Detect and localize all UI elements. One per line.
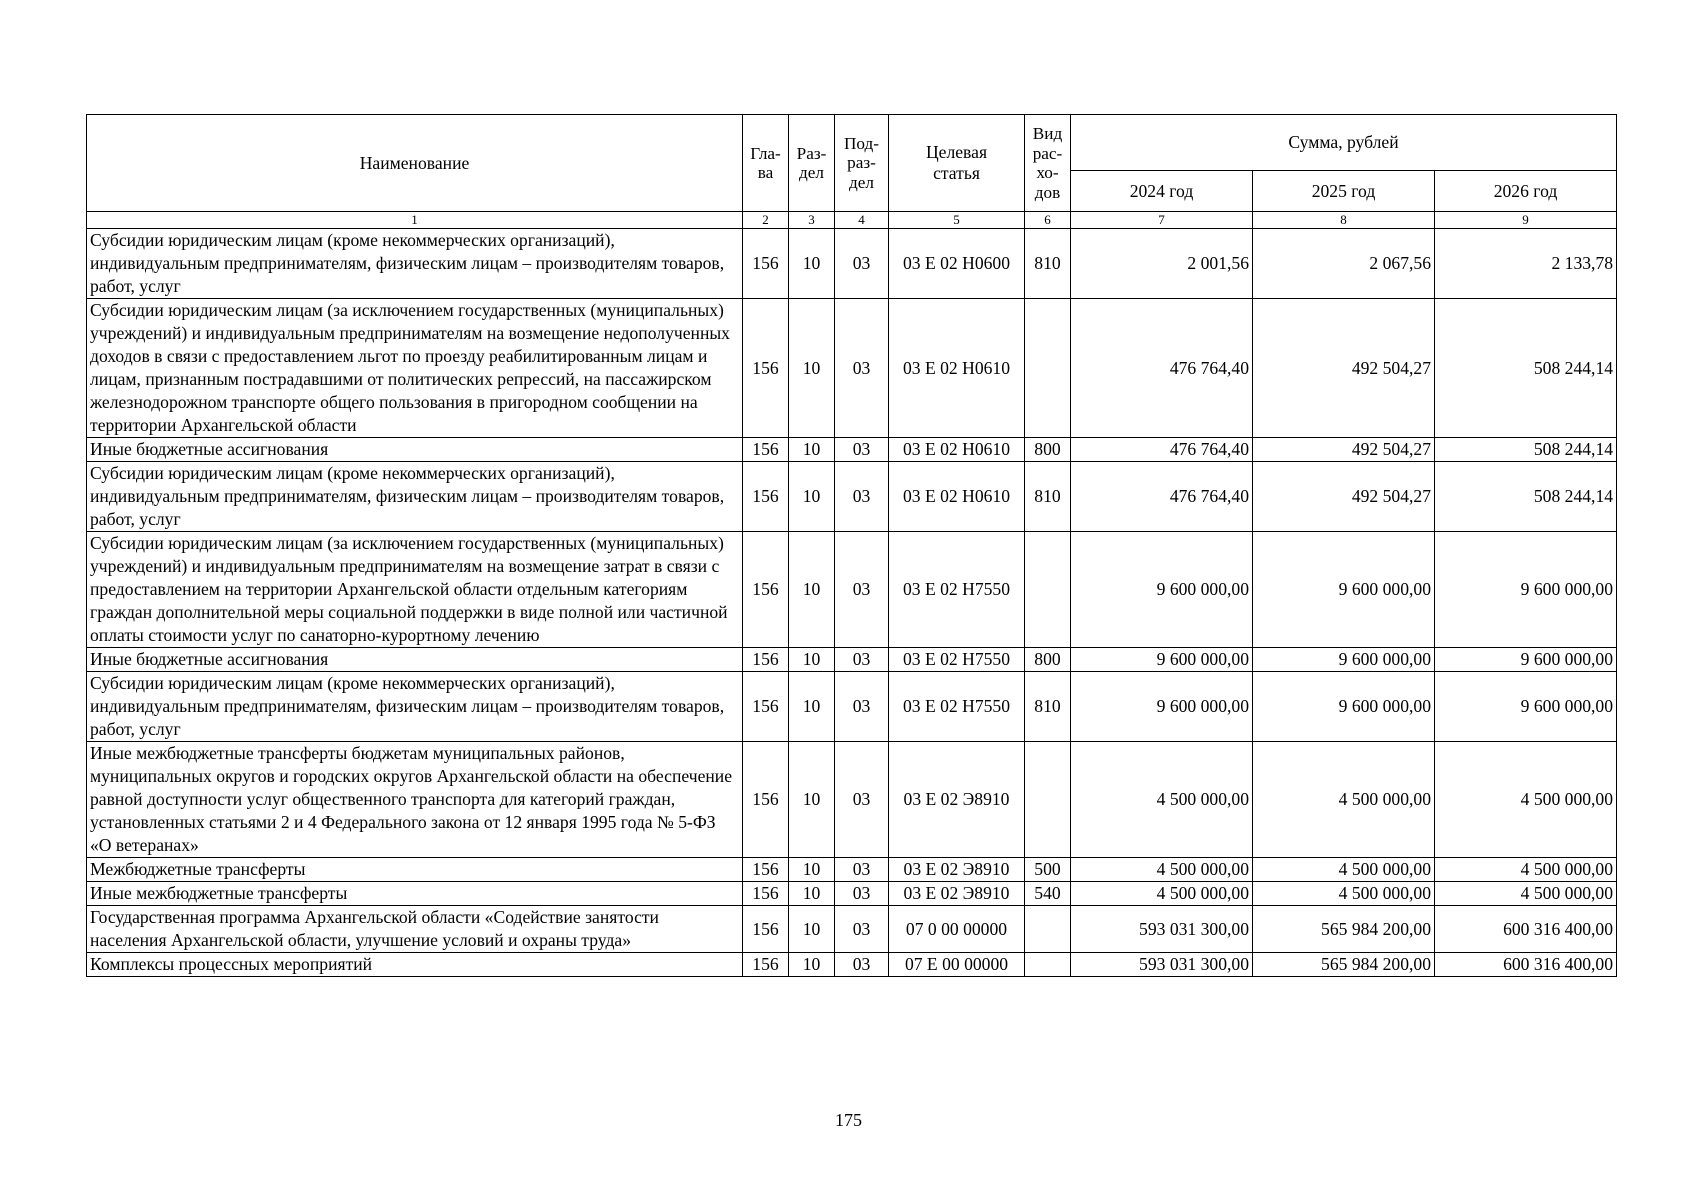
row-name: Иные межбюджетные трансферты [87,882,743,906]
header-2024: 2024 год [1071,171,1253,212]
row-sum-2025: 4 500 000,00 [1253,858,1435,882]
row-sum-2025: 9 600 000,00 [1253,532,1435,648]
row-glava: 156 [743,438,789,462]
col-num: 6 [1025,212,1071,229]
row-sum-2025: 492 504,27 [1253,438,1435,462]
row-razdel: 10 [789,532,835,648]
row-sum-2024: 4 500 000,00 [1071,882,1253,906]
row-sum-2026: 600 316 400,00 [1435,953,1617,977]
row-celevaya-statya: 07 0 00 00000 [889,906,1025,953]
row-vid-rashodov [1025,532,1071,648]
header-glava: Гла- ва [743,115,789,212]
row-sum-2024: 476 764,40 [1071,438,1253,462]
table-row [87,953,1617,977]
row-razdel: 10 [789,672,835,742]
col-num: 5 [889,212,1025,229]
row-celevaya-statya: 03 Е 02 Н7550 [889,532,1025,648]
col-num: 3 [789,212,835,229]
row-name: Иные бюджетные ассигнования [87,648,743,672]
row-sum-2024: 476 764,40 [1071,299,1253,438]
row-name: Межбюджетные трансферты [87,858,743,882]
row-sum-2024: 9 600 000,00 [1071,672,1253,742]
row-vid-rashodov: 810 [1025,672,1071,742]
row-vid-rashodov: 500 [1025,858,1071,882]
col-num: 1 [87,212,743,229]
header-celevaya: Целевая статья [889,115,1025,212]
row-glava: 156 [743,299,789,438]
row-podrazdel: 03 [835,672,889,742]
row-celevaya-statya: 03 Е 02 Н0600 [889,229,1025,299]
row-sum-2024: 593 031 300,00 [1071,906,1253,953]
row-razdel: 10 [789,648,835,672]
row-sum-2024: 2 001,56 [1071,229,1253,299]
row-sum-2026: 4 500 000,00 [1435,882,1617,906]
row-glava: 156 [743,229,789,299]
table-row [87,742,1617,858]
table-row [87,462,1617,532]
table-row [87,648,1617,672]
header-2026: 2026 год [1435,171,1617,212]
row-podrazdel: 03 [835,882,889,906]
row-vid-rashodov: 800 [1025,648,1071,672]
row-celevaya-statya: 03 Е 02 Н0610 [889,299,1025,438]
column-number-row [87,212,1617,229]
row-podrazdel: 03 [835,858,889,882]
row-celevaya-statya: 03 Е 02 Э8910 [889,742,1025,858]
col-num: 8 [1253,212,1435,229]
row-podrazdel: 03 [835,299,889,438]
row-podrazdel: 03 [835,648,889,672]
row-sum-2025: 492 504,27 [1253,462,1435,532]
table-row [87,858,1617,882]
row-sum-2025: 492 504,27 [1253,299,1435,438]
table-row [87,299,1617,438]
row-celevaya-statya: 03 Е 02 Н7550 [889,672,1025,742]
row-sum-2026: 4 500 000,00 [1435,858,1617,882]
row-podrazdel: 03 [835,229,889,299]
row-sum-2026: 4 500 000,00 [1435,742,1617,858]
row-sum-2024: 9 600 000,00 [1071,648,1253,672]
row-razdel: 10 [789,953,835,977]
row-sum-2026: 508 244,14 [1435,462,1617,532]
row-name: Государственная программа Архангельской области «Содействие занятости населения Архангельской области, улучшение условий и охраны труда» [87,906,743,953]
table-row [87,672,1617,742]
row-podrazdel: 03 [835,438,889,462]
row-sum-2025: 9 600 000,00 [1253,648,1435,672]
row-name: Иные межбюджетные трансферты бюджетам муниципальных районов, муниципальных округов и городских округов Архангельской области на обеспечение равной доступности услуг общественного транспорта для категорий граждан, установленных статьями 2 и 4 Федерального закона от 12 января 1995 года № 5-ФЗ «О ветеранах» [87,742,743,858]
header-2025: 2025 год [1253,171,1435,212]
row-sum-2026: 508 244,14 [1435,438,1617,462]
row-sum-2024: 476 764,40 [1071,462,1253,532]
row-sum-2026: 9 600 000,00 [1435,672,1617,742]
row-vid-rashodov: 810 [1025,462,1071,532]
row-razdel: 10 [789,229,835,299]
col-num: 9 [1435,212,1617,229]
table-row [87,882,1617,906]
row-sum-2026: 2 133,78 [1435,229,1617,299]
row-glava: 156 [743,648,789,672]
row-glava: 156 [743,532,789,648]
row-vid-rashodov [1025,299,1071,438]
row-podrazdel: 03 [835,532,889,648]
row-razdel: 10 [789,299,835,438]
row-sum-2025: 4 500 000,00 [1253,882,1435,906]
row-celevaya-statya: 03 Е 02 Э8910 [889,858,1025,882]
table-row [87,906,1617,953]
col-num: 7 [1071,212,1253,229]
row-sum-2025: 2 067,56 [1253,229,1435,299]
row-razdel: 10 [789,882,835,906]
header-name: Наименование [87,115,743,212]
row-vid-rashodov [1025,906,1071,953]
row-glava: 156 [743,462,789,532]
row-razdel: 10 [789,438,835,462]
row-name: Субсидии юридическим лицам (кроме некоммерческих организаций), индивидуальным предпринимателям, физическим лицам – производителям товаров, работ, услуг [87,672,743,742]
row-sum-2026: 600 316 400,00 [1435,906,1617,953]
row-sum-2026: 508 244,14 [1435,299,1617,438]
row-podrazdel: 03 [835,462,889,532]
row-podrazdel: 03 [835,742,889,858]
header-podrazdel: Под- раз- дел [835,115,889,212]
row-sum-2025: 565 984 200,00 [1253,953,1435,977]
row-glava: 156 [743,858,789,882]
row-celevaya-statya: 03 Е 02 Н0610 [889,438,1025,462]
row-vid-rashodov [1025,953,1071,977]
row-name: Субсидии юридическим лицам (за исключением государственных (муниципальных) учреждений) и индивидуальным предпринимателям на возмещение недополученных доходов в связи с предоставлением льгот по проезду реабилитированным лицам и лицам, признанным пострадавшими от политических репрессий, на пассажирском железнодорожном транспорте общего пользования в пригородном сообщении на территории Архангельской области [87,299,743,438]
row-sum-2024: 4 500 000,00 [1071,742,1253,858]
row-razdel: 10 [789,906,835,953]
row-sum-2024: 593 031 300,00 [1071,953,1253,977]
table-row [87,229,1617,299]
row-sum-2026: 9 600 000,00 [1435,648,1617,672]
row-vid-rashodov [1025,742,1071,858]
page-number: 175 [835,1110,862,1130]
row-sum-2025: 9 600 000,00 [1253,672,1435,742]
row-vid-rashodov: 810 [1025,229,1071,299]
table-body [87,229,1617,977]
row-glava: 156 [743,882,789,906]
row-name: Субсидии юридическим лицам (кроме некоммерческих организаций), индивидуальным предпринимателям, физическим лицам – производителям товаров, работ, услуг [87,229,743,299]
table-row [87,438,1617,462]
row-celevaya-statya: 03 Е 02 Э8910 [889,882,1025,906]
header-vid: Вид рас- хо- дов [1025,115,1071,212]
row-podrazdel: 03 [835,906,889,953]
row-sum-2024: 9 600 000,00 [1071,532,1253,648]
row-name: Субсидии юридическим лицам (за исключением государственных (муниципальных) учреждений) и индивидуальным предпринимателям на возмещение затрат в связи с предоставлением на территории Архангельской области отдельным категориям граждан дополнительной меры социальной поддержки в виде полной или частичной оплаты стоимости услуг по санаторно-курортному лечению [87,532,743,648]
row-sum-2024: 4 500 000,00 [1071,858,1253,882]
row-glava: 156 [743,953,789,977]
row-name: Иные бюджетные ассигнования [87,438,743,462]
header-summa: Сумма, рублей [1071,115,1617,171]
row-name: Комплексы процессных мероприятий [87,953,743,977]
table-row [87,532,1617,648]
row-glava: 156 [743,672,789,742]
row-podrazdel: 03 [835,953,889,977]
header-row-1 [87,115,1617,171]
row-razdel: 10 [789,462,835,532]
row-celevaya-statya: 07 Е 00 00000 [889,953,1025,977]
row-celevaya-statya: 03 Е 02 Н0610 [889,462,1025,532]
row-name: Субсидии юридическим лицам (кроме некоммерческих организаций), индивидуальным предпринимателям, физическим лицам – производителям товаров, работ, услуг [87,462,743,532]
row-razdel: 10 [789,742,835,858]
row-glava: 156 [743,906,789,953]
row-glava: 156 [743,742,789,858]
row-vid-rashodov: 800 [1025,438,1071,462]
header-razdel: Раз- дел [789,115,835,212]
row-sum-2025: 4 500 000,00 [1253,742,1435,858]
row-sum-2026: 9 600 000,00 [1435,532,1617,648]
row-vid-rashodov: 540 [1025,882,1071,906]
col-num: 4 [835,212,889,229]
col-num: 2 [743,212,789,229]
row-celevaya-statya: 03 Е 02 Н7550 [889,648,1025,672]
row-sum-2025: 565 984 200,00 [1253,906,1435,953]
budget-table [86,114,1617,977]
row-razdel: 10 [789,858,835,882]
